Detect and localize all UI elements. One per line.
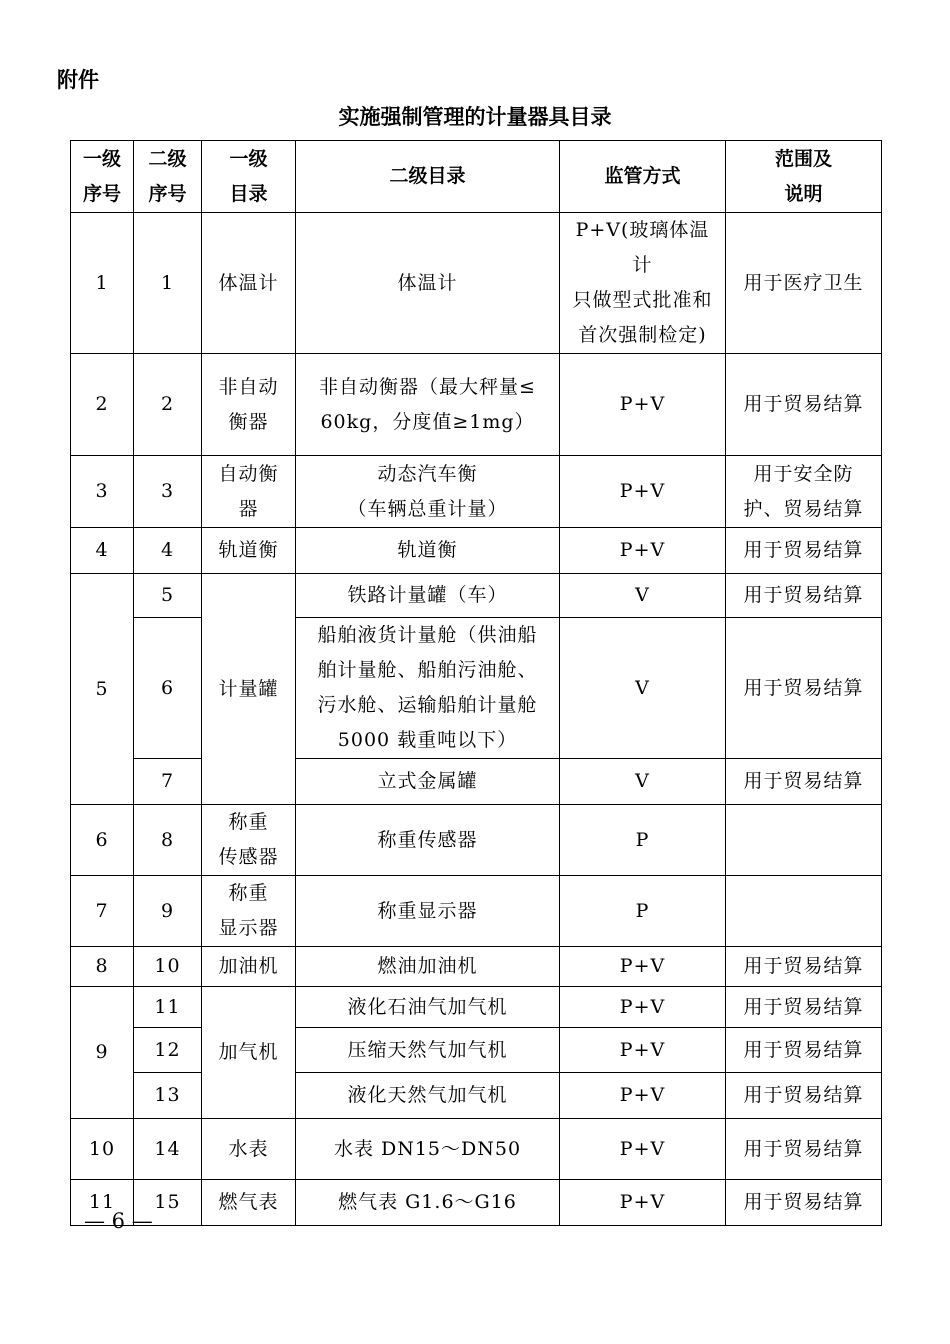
scope-cell <box>726 805 882 876</box>
header-level2-dir: 二级目录 <box>296 141 560 213</box>
level2-no-cell: 4 <box>134 528 202 574</box>
level2-dir-cell: 燃气表 G1.6～G16 <box>296 1180 560 1226</box>
header-level1-no: 一级 序号 <box>71 141 134 213</box>
header-supervision: 监管方式 <box>560 141 726 213</box>
level1-no-cell: 5 <box>71 574 134 805</box>
level2-dir-cell: 轨道衡 <box>296 528 560 574</box>
level1-dir-cell: 加气机 <box>202 987 296 1119</box>
level2-no-cell: 11 <box>134 987 202 1028</box>
level2-no-cell: 15 <box>134 1180 202 1226</box>
level2-dir-cell: 铁路计量罐（车） <box>296 574 560 618</box>
level2-no-cell: 10 <box>134 947 202 987</box>
level2-dir-cell: 液化天然气加气机 <box>296 1073 560 1119</box>
supervision-cell: P+V <box>560 456 726 528</box>
table-row <box>71 759 882 805</box>
level1-dir-cell: 体温计 <box>202 213 296 354</box>
supervision-cell: P+V(玻璃体温计 只做型式批准和 首次强制检定) <box>560 213 726 354</box>
table-row <box>71 947 882 987</box>
table-row <box>71 456 882 528</box>
level1-no-cell: 8 <box>71 947 134 987</box>
table-row <box>71 1180 882 1226</box>
level2-dir-cell: 液化石油气加气机 <box>296 987 560 1028</box>
level1-no-cell: 7 <box>71 876 134 947</box>
level1-dir-cell: 燃气表 <box>202 1180 296 1226</box>
supervision-cell: V <box>560 759 726 805</box>
level2-no-cell: 7 <box>134 759 202 805</box>
level2-no-cell: 13 <box>134 1073 202 1119</box>
table-row <box>71 805 882 876</box>
level1-dir-cell: 称重 传感器 <box>202 805 296 876</box>
table-row <box>71 574 882 618</box>
level1-dir-cell: 计量罐 <box>202 574 296 805</box>
level2-no-cell: 6 <box>134 618 202 759</box>
header-level2-no: 二级 序号 <box>134 141 202 213</box>
scope-cell: 用于贸易结算 <box>726 528 882 574</box>
header-level1-dir: 一级 目录 <box>202 141 296 213</box>
table-row <box>71 528 882 574</box>
header-scope: 范围及 说明 <box>726 141 882 213</box>
supervision-cell: P+V <box>560 1119 726 1180</box>
scope-cell: 用于贸易结算 <box>726 354 882 456</box>
table-row <box>71 354 882 456</box>
level2-dir-cell: 动态汽车衡 （车辆总重计量） <box>296 456 560 528</box>
supervision-cell: P <box>560 876 726 947</box>
level2-no-cell: 1 <box>134 213 202 354</box>
scope-cell: 用于贸易结算 <box>726 1119 882 1180</box>
level1-dir-cell: 自动衡 器 <box>202 456 296 528</box>
level2-no-cell: 5 <box>134 574 202 618</box>
level2-no-cell: 2 <box>134 354 202 456</box>
level2-dir-cell: 非自动衡器（最大秤量≤ 60kg，分度值≥1mg） <box>296 354 560 456</box>
level1-dir-cell: 轨道衡 <box>202 528 296 574</box>
level1-no-cell: 3 <box>71 456 134 528</box>
table-header-row <box>71 141 882 213</box>
measuring-instrument-catalog-table <box>70 140 882 1226</box>
table-row <box>71 1119 882 1180</box>
level2-dir-cell: 水表 DN15～DN50 <box>296 1119 560 1180</box>
level1-no-cell: 1 <box>71 213 134 354</box>
supervision-cell: P+V <box>560 1073 726 1119</box>
level1-dir-cell: 称重 显示器 <box>202 876 296 947</box>
scope-cell: 用于贸易结算 <box>726 759 882 805</box>
document-title: 实施强制管理的计量器具目录 <box>338 105 612 129</box>
level1-no-cell: 2 <box>71 354 134 456</box>
level2-dir-cell: 立式金属罐 <box>296 759 560 805</box>
supervision-cell: P+V <box>560 528 726 574</box>
level1-dir-cell: 非自动 衡器 <box>202 354 296 456</box>
scope-cell: 用于安全防 护、贸易结算 <box>726 456 882 528</box>
table-row <box>71 618 882 759</box>
level1-no-cell: 9 <box>71 987 134 1119</box>
level2-no-cell: 8 <box>134 805 202 876</box>
level1-no-cell: 6 <box>71 805 134 876</box>
level2-dir-cell: 船舶液货计量舱（供油船 舶计量舱、船舶污油舱、 污水舱、运输船舶计量舱 5000 载重吨以下） <box>296 618 560 759</box>
level1-no-cell: 11 <box>71 1180 134 1226</box>
level2-dir-cell: 体温计 <box>296 213 560 354</box>
scope-cell: 用于贸易结算 <box>726 1073 882 1119</box>
scope-cell: 用于贸易结算 <box>726 1028 882 1073</box>
page-number: — 6 — <box>84 1209 153 1233</box>
supervision-cell: V <box>560 574 726 618</box>
supervision-cell: P <box>560 805 726 876</box>
level2-dir-cell: 称重显示器 <box>296 876 560 947</box>
supervision-cell: P+V <box>560 947 726 987</box>
table-row <box>71 1073 882 1119</box>
supervision-cell: P+V <box>560 1180 726 1226</box>
table-row <box>71 1028 882 1073</box>
supervision-cell: P+V <box>560 987 726 1028</box>
scope-cell: 用于贸易结算 <box>726 618 882 759</box>
scope-cell: 用于贸易结算 <box>726 947 882 987</box>
table-row <box>71 987 882 1028</box>
scope-cell: 用于贸易结算 <box>726 574 882 618</box>
scope-cell: 用于医疗卫生 <box>726 213 882 354</box>
scope-cell <box>726 876 882 947</box>
supervision-cell: V <box>560 618 726 759</box>
level2-no-cell: 9 <box>134 876 202 947</box>
level2-no-cell: 14 <box>134 1119 202 1180</box>
scope-cell: 用于贸易结算 <box>726 1180 882 1226</box>
level1-dir-cell: 加油机 <box>202 947 296 987</box>
level1-no-cell: 10 <box>71 1119 134 1180</box>
scope-cell: 用于贸易结算 <box>726 987 882 1028</box>
attachment-label: 附件 <box>57 68 99 92</box>
supervision-cell: P+V <box>560 1028 726 1073</box>
table-row <box>71 213 882 354</box>
table-row <box>71 876 882 947</box>
level2-dir-cell: 燃油加油机 <box>296 947 560 987</box>
level2-no-cell: 3 <box>134 456 202 528</box>
level1-dir-cell: 水表 <box>202 1119 296 1180</box>
supervision-cell: P+V <box>560 354 726 456</box>
level2-dir-cell: 称重传感器 <box>296 805 560 876</box>
level1-no-cell: 4 <box>71 528 134 574</box>
level2-no-cell: 12 <box>134 1028 202 1073</box>
level2-dir-cell: 压缩天然气加气机 <box>296 1028 560 1073</box>
